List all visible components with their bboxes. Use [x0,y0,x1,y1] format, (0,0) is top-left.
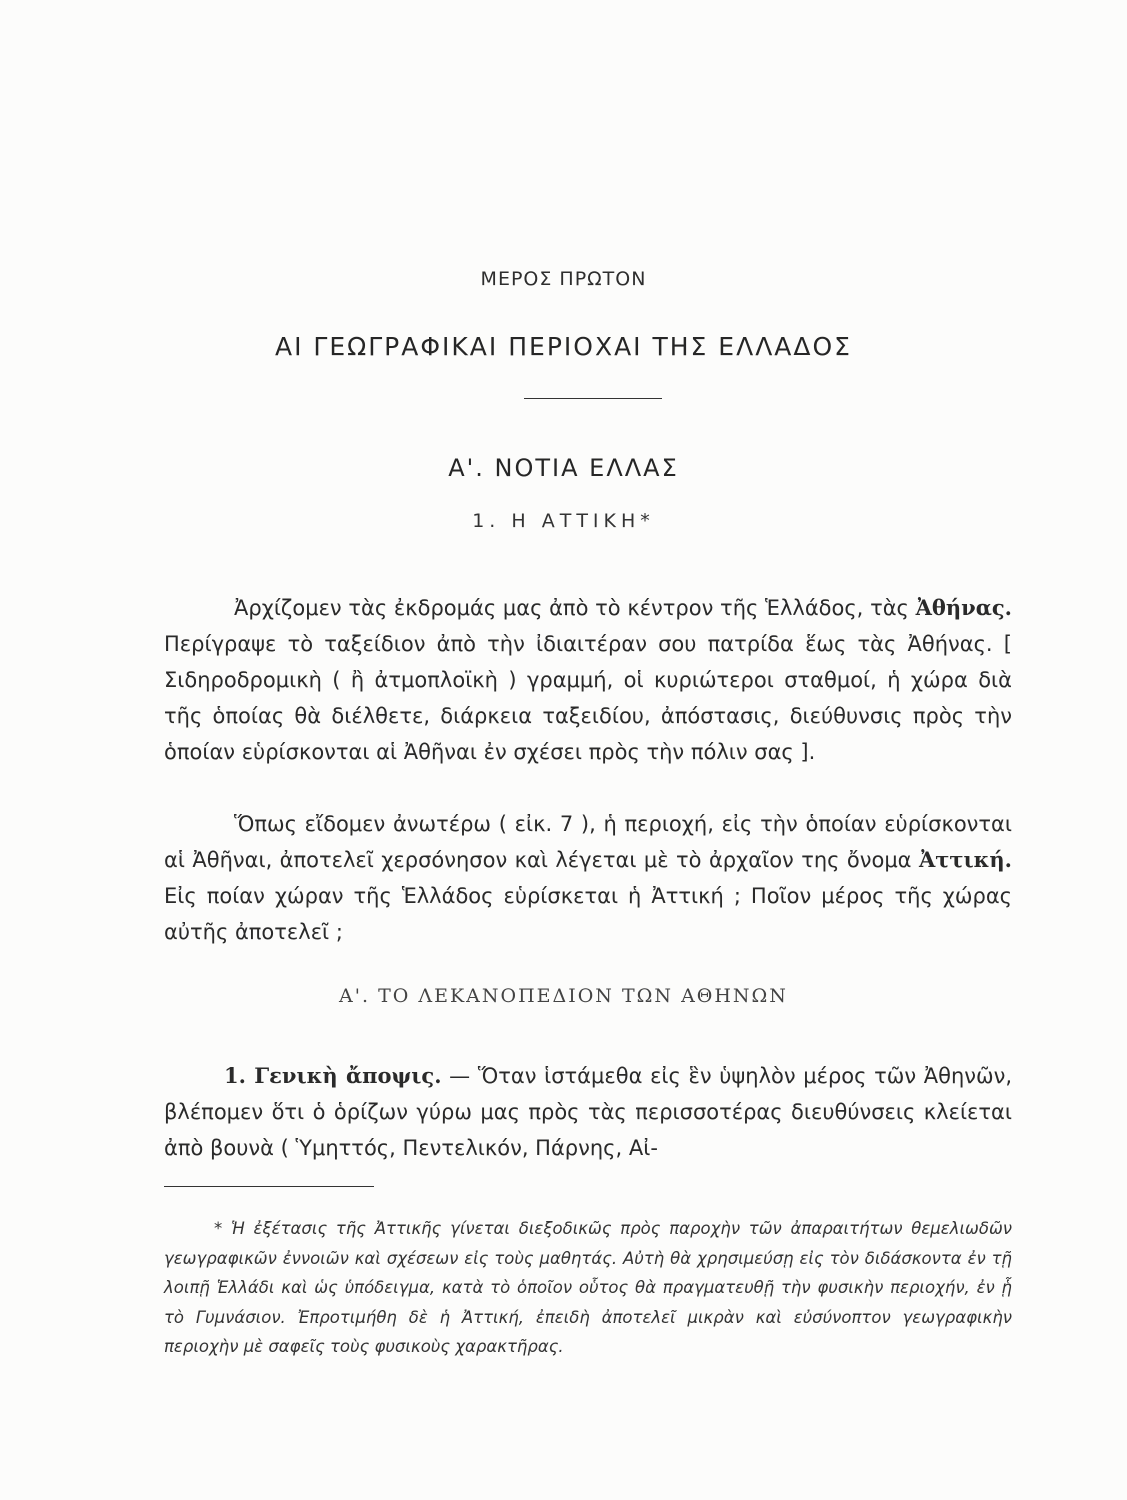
intro-p2-bold-term: Ἀττική. [918,847,1012,872]
intro-paragraph-2 [164,806,1012,950]
section-1-text: — Ὅταν ἱστάμεθα εἰς ἓν ὑψηλὸν μέρος τῶν Ἀθηνῶν, βλέπομεν ὅτι ὁ ὁρίζων γύρω μας πρὸς τὰς περισσοτέρας διευθύνσεις κλείεται ἀπὸ βουνὰ ( Ὑμηττός, Πεντελικόν, Πάρνης, Αἰ- [164,1064,1013,1160]
section-1-title: 1. Γενικὴ ἄποψις. [224,1063,442,1088]
title-divider [524,398,662,399]
footnote [164,1214,1012,1362]
footnote-text: * Ἡ ἐξέτασις τῆς Ἀττικῆς γίνεται διεξοδικῶς πρὸς παροχὴν τῶν ἀπαραιτήτων θεμελιωδῶν γεωγραφικῶν ἐννοιῶν καὶ σχέσεων εἰς τοὺς μαθητάς. Αὐτὴ θὰ χρησιμεύσῃ εἰς τὸν διδάσκοντα ἐν τῇ λοιπῇ Ἑλλάδι καὶ ὡς ὑπόδειγμα, κατὰ τὸ ὁποῖον οὗτος θὰ πραγματευθῇ τὴν φυσικὴν περιοχήν, ἐν ᾗ τὸ Γυμνάσιον. Ἐπροτιμήθη δὲ ἡ Ἀττική, ἐπειδὴ ἀποτελεῖ μικρὰν καὶ εὐσύνοπτον γεωγραφικὴν περιοχὴν μὲ σαφεῖς τοὺς φυσικοὺς χαρακτῆρας. [164,1219,1012,1356]
section-1-paragraph [164,1058,1012,1166]
intro-paragraph-1 [164,590,1012,770]
basin-heading: Α'. ΤΟ ΛΕΚΑΝΟΠΕΔΙΟΝ ΤΩΝ ΑΘΗΝΩΝ [339,985,788,1007]
section-heading: Α'. ΝΟΤΙΑ ΕΛΛΑΣ [448,454,679,482]
intro-p1-bold-term: Ἀθήνας. [915,595,1012,620]
intro-p1-text-start: Ἀρχίζομεν τὰς ἐκδρομάς μας ἀπὸ τὸ κέντρον τῆς Ἑλλάδος, τὰς [234,596,916,620]
intro-p2-text-end: Εἰς ποίαν χώραν τῆς Ἑλλάδος εὑρίσκεται ἡ Ἀττική ; Ποῖον μέρος τῆς χώρας αὐτῆς ἀποτελεῖ ; [164,884,1012,944]
part-title: ΜΕΡΟΣ ΠΡΩΤΟΝ [480,268,647,290]
footnote-divider [164,1186,374,1187]
subsection-heading: 1. Η ΑΤΤΙΚΗ* [472,510,655,532]
main-title: ΑΙ ΓΕΩΓΡΑΦΙΚΑΙ ΠΕΡΙΟΧΑΙ ΤΗΣ ΕΛΛΑΔΟΣ [275,332,852,361]
intro-p2-text-start: Ὅπως εἴδομεν ἀνωτέρω ( εἰκ. 7 ), ἡ περιοχή, εἰς τὴν ὁποίαν εὑρίσκονται αἱ Ἀθῆναι, ἀποτελεῖ χερσόνησον καὶ λέγεται μὲ τὸ ἀρχαῖον της ὄνομα [164,812,1012,872]
intro-p1-text-end: Περίγραψε τὸ ταξείδιον ἀπὸ τὴν ἰδιαιτέραν σου πατρίδα ἕως τὰς Ἀθήνας. [ Σιδηροδρομικὴ ( ἢ ἀτμοπλοϊκὴ ) γραμμή, οἱ κυριώτεροι σταθμοί, ἡ χώρα διὰ τῆς ὁποίας θὰ διέλθετε, διάρκεια ταξειδίου, ἀπόστασις, διεύθυνσις πρὸς τὴν ὁποίαν εὑρίσκονται αἱ Ἀθῆναι ἐν σχέσει πρὸς τὴν πόλιν σας ]. [164,632,1012,764]
